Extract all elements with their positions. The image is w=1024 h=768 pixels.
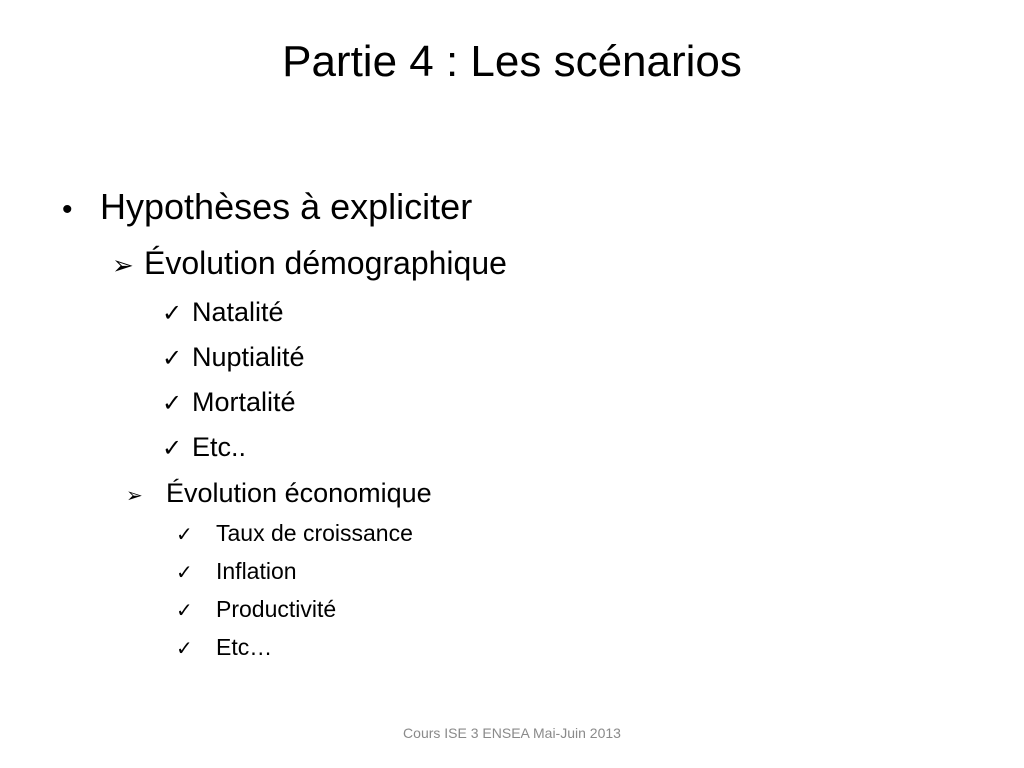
checkmark-icon: ✓ <box>176 562 193 584</box>
slide-title: Partie 4 : Les scénarios <box>282 37 742 86</box>
arrow-bullet-icon: ➢ <box>126 485 143 507</box>
checkmark-icon: ✓ <box>162 345 183 372</box>
list-item <box>162 384 296 422</box>
list-item-label: Nuptialité <box>192 342 305 372</box>
checkmark-icon: ✓ <box>162 435 183 462</box>
list-item <box>162 429 246 467</box>
list-item <box>176 518 413 550</box>
list-item <box>162 294 284 332</box>
list-item-label: Productivité <box>216 596 337 622</box>
sub-bullet-economic <box>126 476 432 513</box>
list-item-label: Etc… <box>216 634 273 660</box>
checkmark-icon: ✓ <box>176 524 193 546</box>
list-item-label: Etc.. <box>192 432 247 462</box>
bullet-hypotheses <box>62 184 472 233</box>
checkmark-icon: ✓ <box>176 600 193 622</box>
list-item-label: Taux de croissance <box>216 520 413 546</box>
checkmark-icon: ✓ <box>162 390 183 417</box>
arrow-bullet-icon: ➢ <box>112 250 134 280</box>
list-item-label: Mortalité <box>192 387 296 417</box>
bullet-dot-icon: • <box>62 193 73 226</box>
list-item <box>176 556 297 588</box>
list-item <box>162 339 305 377</box>
list-item-label: Inflation <box>216 558 297 584</box>
checkmark-icon: ✓ <box>176 638 193 660</box>
list-item <box>176 594 336 626</box>
slide-footer: Cours ISE 3 ENSEA Mai-Juin 2013 <box>403 725 621 741</box>
list-item-label: Natalité <box>192 297 284 327</box>
sub-bullet-economic-label: Évolution économique <box>166 478 432 508</box>
checkmark-icon: ✓ <box>162 300 183 327</box>
sub-bullet-demographic <box>112 242 507 286</box>
sub-bullet-demographic-label: Évolution démographique <box>144 245 507 281</box>
list-item <box>176 632 272 664</box>
bullet-hypotheses-label: Hypothèses à expliciter <box>100 186 473 227</box>
